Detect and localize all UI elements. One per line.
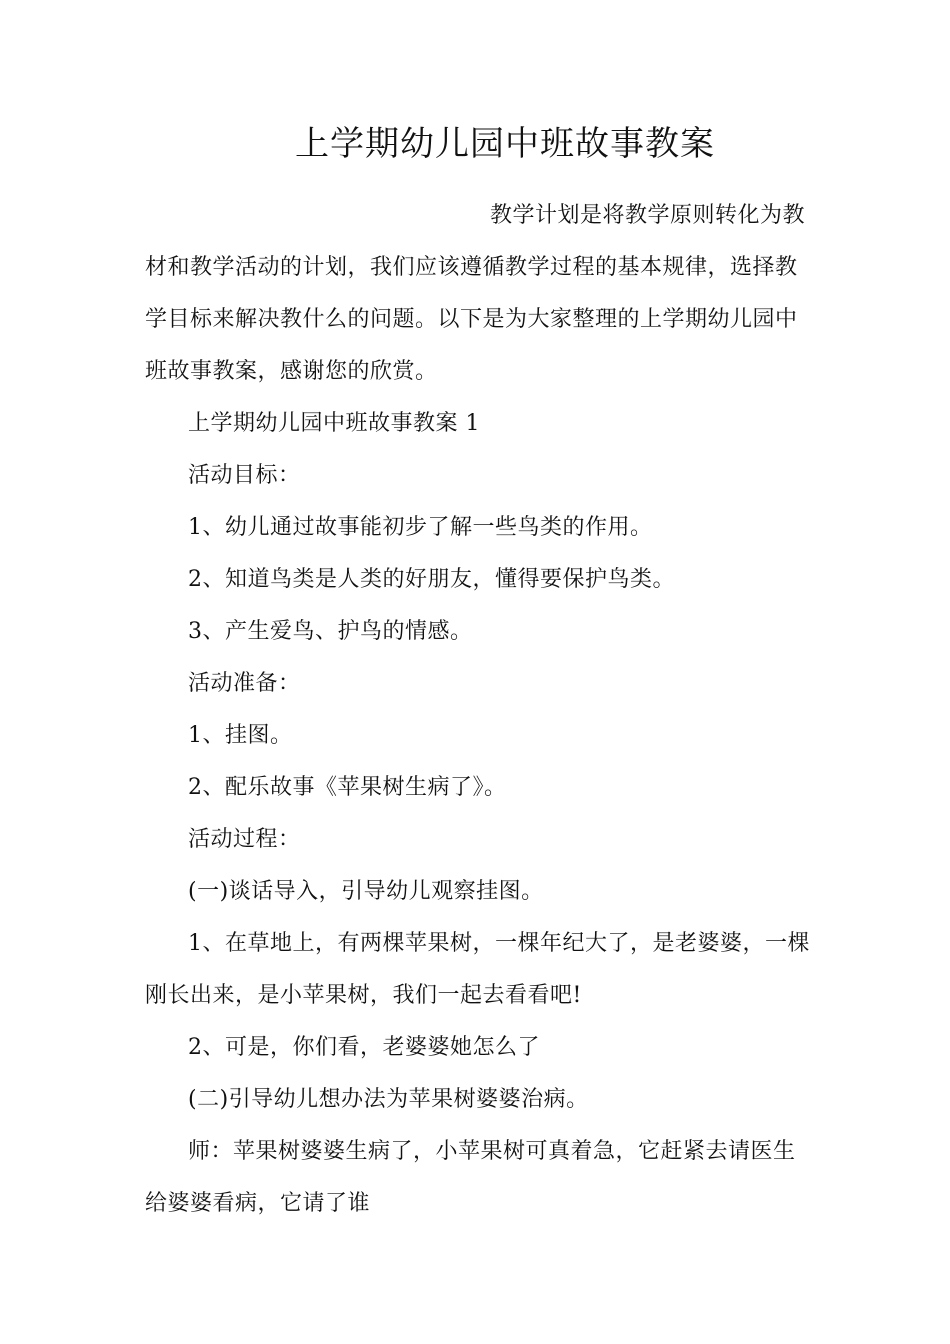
intro-line-3: 学目标来解决教什么的问题。以下是为大家整理的上学期幼儿园中 [145,307,798,332]
teacher-line-2: 给婆婆看病，它请了谁 [145,1191,371,1216]
process-heading: 活动过程： [188,827,301,852]
document-title: 上学期幼儿园中班故事教案 [295,124,715,164]
prep-heading: 活动准备： [188,671,301,696]
teacher-line-1: 师：苹果树婆婆生病了，小苹果树可真着急，它赶紧去请医生 [188,1139,796,1164]
prep-item-1: 1、挂图。 [188,723,293,748]
intro-line-4: 班故事教案，感谢您的欣赏。 [145,359,438,384]
step-1-heading: (一)谈话导入，引导幼儿观察挂图。 [188,879,544,904]
intro-line-1: 教学计划是将教学原则转化为教 [490,203,806,228]
prep-item-2: 2、配乐故事《苹果树生病了》。 [188,775,507,800]
intro-line-2: 材和教学活动的计划，我们应该遵循教学过程的基本规律，选择教 [145,255,798,280]
goals-heading: 活动目标： [188,463,301,488]
goal-item-1: 1、幼儿通过故事能初步了解一些鸟类的作用。 [188,515,653,540]
goal-item-3: 3、产生爱鸟、护鸟的情感。 [188,619,473,644]
goal-item-2: 2、知道鸟类是人类的好朋友，懂得要保护鸟类。 [188,567,675,592]
step-1-item-1-line-1: 1、在草地上，有两棵苹果树，一棵年纪大了，是老婆婆，一棵 [188,931,810,956]
step-2-heading: (二)引导幼儿想办法为苹果树婆婆治病。 [188,1087,589,1112]
section-heading: 上学期幼儿园中班故事教案 1 [188,411,480,436]
step-1-item-1-line-2: 刚长出来，是小苹果树，我们一起去看看吧! [145,983,582,1008]
step-1-item-2: 2、可是，你们看，老婆婆她怎么了 [188,1035,540,1060]
